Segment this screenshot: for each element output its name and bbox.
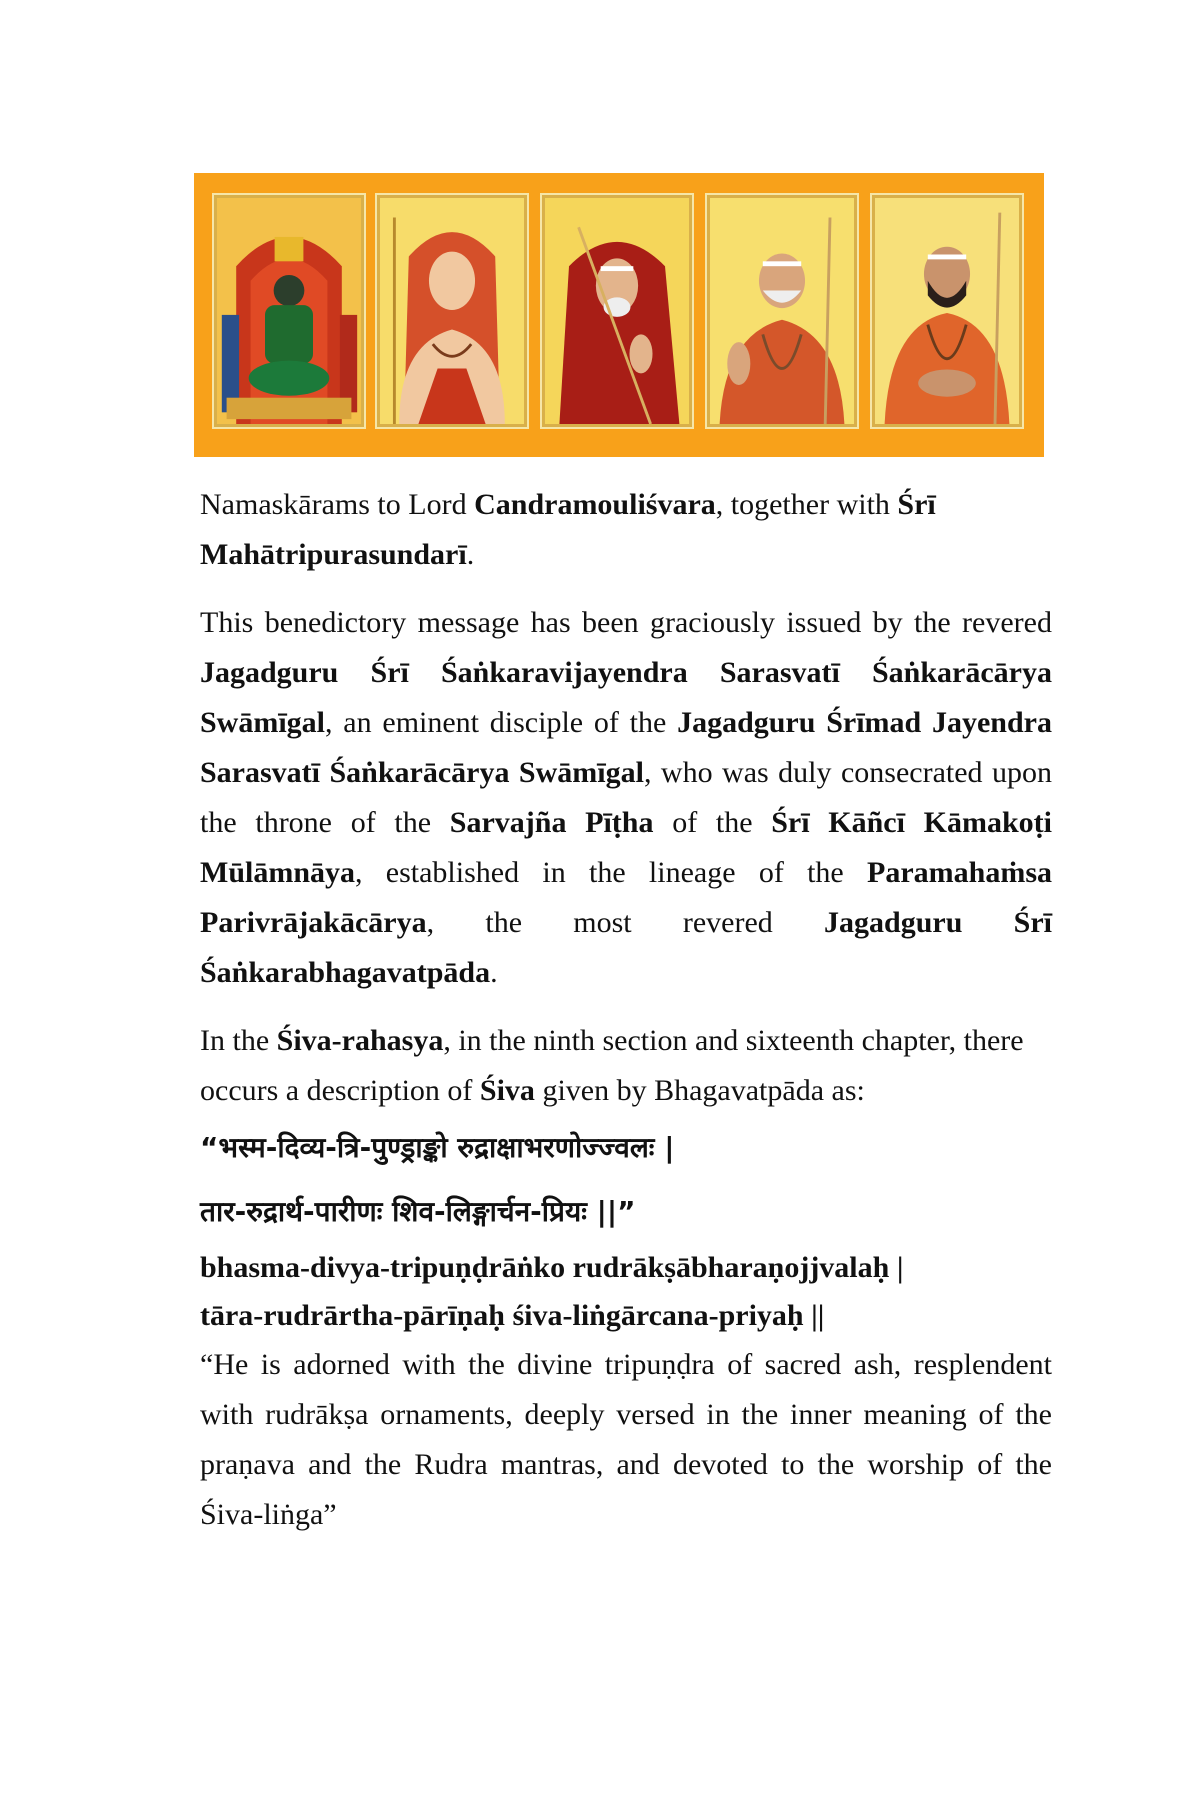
transliteration-line-2: tāra-rudrārtha-pārīṇaḥ śiva-liṅgārcana-priyaḥ || [200, 1299, 825, 1332]
text-run: In the [200, 1024, 277, 1057]
text-run: , in the ninth section and sixteenth chapter, there occurs a description of [200, 1024, 1024, 1107]
text-run: . [490, 956, 498, 989]
bold-term: Jagadguru Śrī Śaṅkaravijayendra Sarasvatī Śaṅkarācārya Swāmīgal [200, 656, 1052, 739]
text-run: . [466, 538, 475, 571]
bold-term: Śiva [479, 1074, 535, 1107]
text-run: , who was duly consecrated upon the throne of the [200, 756, 1053, 839]
transliteration-line-1: bhasma-divya-tripuṇḍrāṅko rudrākṣābharaṇojjvalaḥ | [200, 1251, 904, 1284]
text-run: This benedictory message has been graciously issued by the revered [200, 606, 1052, 639]
bold-term: Paramahaṁsa Parivrājakācārya [200, 856, 1052, 939]
text-run: , together with [715, 488, 898, 521]
acharya-portrait-image-3 [872, 195, 1022, 427]
text-run: , established in the lineage of the [355, 856, 868, 889]
text-run: given by Bhagavatpāda as: [534, 1074, 865, 1107]
acharya-portrait-image-2 [707, 195, 857, 427]
message-body [200, 480, 1052, 1540]
bold-term: Sarvajña Pīṭha [449, 806, 654, 839]
header-banner [194, 173, 1044, 457]
text-run: , the most revered [426, 906, 825, 939]
adi-shankaracharya-image [377, 195, 527, 427]
bold-term: Candramouliśvara [474, 488, 716, 521]
text-run: , an eminent disciple of the [325, 706, 678, 739]
salutation-paragraph [200, 480, 1052, 580]
bold-term: Śrī Kāñcī Kāmakoṭi Mūlāmnāya [200, 806, 1053, 889]
bold-term: Jagadguru Śrī Śaṅkarabhagavatpāda [200, 906, 1052, 989]
text-run: of the [653, 806, 772, 839]
benediction-paragraph [200, 598, 1052, 998]
sanskrit-verse-line-2: तार-रुद्रार्थ-पारीणः शिव-लिङ्गार्चन-प्रियः ||” [200, 1195, 636, 1228]
acharya-portrait-image-1 [542, 195, 692, 427]
bold-term: Śiva-rahasya [276, 1024, 444, 1057]
context-paragraph [200, 1016, 1052, 1116]
bold-term: Jagadguru Śrīmad Jayendra Sarasvatī Śaṅkarācārya Swāmīgal [200, 706, 1052, 789]
text-run: Namaskārams to Lord [200, 488, 475, 521]
translation-paragraph: “He is adorned with the divine tripuṇḍra of sacred ash, resplendent with rudrākṣa ornaments, deeply versed in the inner meaning of the praṇava and the Rudra mantras, and devoted to the worship of the Śiva-liṅga” [200, 1348, 1052, 1531]
bold-term: Śrī Mahātripurasundarī [200, 488, 936, 571]
goddess-kamakshi-image [214, 195, 364, 427]
sanskrit-verse-line-1: “भस्म-दिव्य-त्रि-पुण्ड्राङ्को रुद्राक्षाभरणोज्ज्वलः | [200, 1131, 675, 1164]
